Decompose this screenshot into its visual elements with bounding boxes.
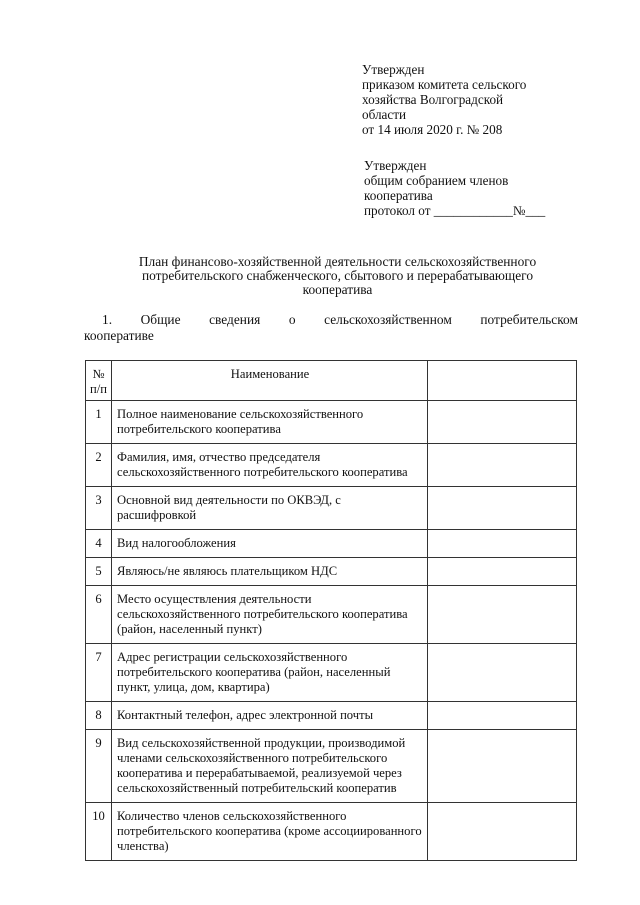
table-row — [86, 644, 577, 702]
table-row — [86, 530, 577, 558]
section-heading — [84, 312, 578, 344]
approval-line: от 14 июля 2020 г. № 208 — [362, 122, 503, 137]
approval-line: Утвержден — [364, 158, 427, 173]
header-num-line1: № — [92, 367, 105, 381]
header-value — [428, 361, 577, 401]
row-number: 3 — [86, 487, 112, 530]
title-line: кооператива — [302, 282, 373, 297]
table-row — [86, 586, 577, 644]
row-value-cell[interactable] — [428, 558, 577, 586]
row-number: 2 — [86, 444, 112, 487]
approval-block-committee — [362, 62, 602, 137]
row-value-cell[interactable] — [428, 401, 577, 444]
row-number: 1 — [86, 401, 112, 444]
row-number: 8 — [86, 702, 112, 730]
section-word: сельскохозяйственном — [324, 312, 452, 327]
row-number: 9 — [86, 730, 112, 803]
table-row — [86, 730, 577, 803]
section-word: о — [288, 312, 296, 327]
title-line: потребительского снабженческого, сбытового и перерабатывающего — [141, 268, 534, 283]
row-number: 4 — [86, 530, 112, 558]
section-word: потребительском — [480, 312, 578, 327]
row-label: Вид сельскохозяйственной продукции, производимой членами сельскохозяйственного потребительского кооператива и перерабатываемой, реализуемой через сельскохозяйственный потребительский кооператив — [112, 730, 428, 803]
approval-line: хозяйства Волгоградской — [362, 92, 504, 107]
approval-block-meeting — [364, 158, 604, 218]
row-label: Количество членов сельскохозяйственного потребительского кооператива (кроме ассоциированного членства) — [112, 803, 428, 861]
table-row — [86, 702, 577, 730]
row-number: 6 — [86, 586, 112, 644]
header-num-line2: п/п — [90, 382, 107, 396]
row-value-cell[interactable] — [428, 644, 577, 702]
row-value-cell[interactable] — [428, 530, 577, 558]
row-label: Полное наименование сельскохозяйственного потребительского кооператива — [112, 401, 428, 444]
row-value-cell[interactable] — [428, 586, 577, 644]
row-number: 7 — [86, 644, 112, 702]
row-label: Основной вид деятельности по ОКВЭД, с расшифровкой — [112, 487, 428, 530]
title-line: План финансово-хозяйственной деятельности сельскохозяйственного — [138, 254, 537, 269]
row-label: Фамилия, имя, отчество председателя сельскохозяйственного потребительского кооператива — [112, 444, 428, 487]
general-info-table — [85, 360, 577, 861]
row-label: Место осуществления деятельности сельскохозяйственного потребительского кооператива (район, населенный пункт) — [112, 586, 428, 644]
row-number: 5 — [86, 558, 112, 586]
table-row — [86, 444, 577, 487]
row-number: 10 — [86, 803, 112, 861]
section-word: Общие — [140, 312, 181, 327]
row-value-cell[interactable] — [428, 730, 577, 803]
approval-line: кооператива — [364, 188, 433, 203]
row-label: Вид налогообложения — [112, 530, 428, 558]
row-value-cell[interactable] — [428, 444, 577, 487]
approval-line: области — [362, 107, 407, 122]
table-row — [86, 803, 577, 861]
section-word: сведения — [209, 312, 261, 327]
approval-line: приказом комитета сельского — [362, 77, 527, 92]
header-name: Наименование — [112, 361, 428, 401]
document-title — [60, 255, 615, 297]
approval-line: протокол от ____________№___ — [364, 203, 546, 218]
section-number: 1. — [102, 312, 113, 327]
table-row — [86, 401, 577, 444]
row-value-cell[interactable] — [428, 702, 577, 730]
table-header-row — [86, 361, 577, 401]
section-word: кооперативе — [84, 328, 154, 343]
table-row — [86, 558, 577, 586]
row-value-cell[interactable] — [428, 803, 577, 861]
approval-line: Утвержден — [362, 62, 425, 77]
row-value-cell[interactable] — [428, 487, 577, 530]
row-label: Являюсь/не являюсь плательщиком НДС — [112, 558, 428, 586]
row-label: Контактный телефон, адрес электронной почты — [112, 702, 428, 730]
approval-line: общим собранием членов — [364, 173, 509, 188]
header-num — [86, 361, 112, 401]
row-label: Адрес регистрации сельскохозяйственного потребительского кооператива (район, населенный пункт, улица, дом, квартира) — [112, 644, 428, 702]
table-row — [86, 487, 577, 530]
